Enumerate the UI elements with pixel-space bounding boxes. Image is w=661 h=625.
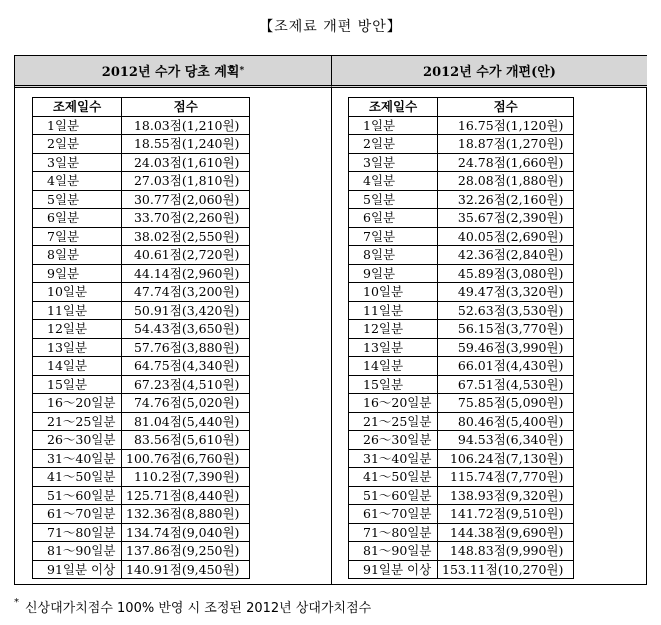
score-cell: 18.03점(1,210원) [122, 116, 250, 135]
score-cell: 144.38점(9,690원) [438, 523, 574, 542]
days-cell: 81～90일분 [33, 542, 122, 561]
table-row [33, 320, 250, 339]
left-header [15, 56, 331, 88]
score-cell: 54.43점(3,650원) [122, 320, 250, 339]
days-cell: 3일분 [33, 153, 122, 172]
days-cell: 1일분 [33, 116, 122, 135]
comparison-frame [14, 55, 647, 585]
score-cell: 56.15점(3,770원) [438, 320, 574, 339]
score-cell: 28.08점(1,880원) [438, 172, 574, 191]
days-cell: 14일분 [349, 357, 438, 376]
days-cell: 10일분 [349, 283, 438, 302]
left-score-table [32, 97, 250, 579]
table-row [33, 172, 250, 191]
days-cell: 13일분 [33, 338, 122, 357]
table-row [349, 209, 574, 228]
score-cell: 75.85점(5,090원) [438, 394, 574, 413]
score-cell: 18.55점(1,240원) [122, 135, 250, 154]
table-row [349, 523, 574, 542]
table-row [33, 542, 250, 561]
left-header-mark: * [239, 65, 245, 76]
table-row [349, 468, 574, 487]
days-cell: 2일분 [349, 135, 438, 154]
table-row [33, 338, 250, 357]
days-cell: 5일분 [33, 190, 122, 209]
score-cell: 45.89점(3,080원) [438, 264, 574, 283]
table-row [33, 412, 250, 431]
days-cell: 2일분 [33, 135, 122, 154]
days-cell: 41～50일분 [33, 468, 122, 487]
table-row [349, 542, 574, 561]
days-cell: 14일분 [33, 357, 122, 376]
table-row [349, 172, 574, 191]
days-cell: 15일분 [33, 375, 122, 394]
score-cell: 83.56점(5,610원) [122, 431, 250, 450]
days-cell: 13일분 [349, 338, 438, 357]
score-cell: 148.83점(9,990원) [438, 542, 574, 561]
score-cell: 42.36점(2,840원) [438, 246, 574, 265]
score-cell: 32.26점(2,160원) [438, 190, 574, 209]
table-row [349, 394, 574, 413]
table-row [33, 209, 250, 228]
table-row [33, 468, 250, 487]
days-cell: 9일분 [349, 264, 438, 283]
days-cell: 26～30일분 [349, 431, 438, 450]
right-header-label: 2012년 수가 개편(안) [423, 65, 556, 80]
table-row [349, 449, 574, 468]
score-cell: 24.03점(1,610원) [122, 153, 250, 172]
score-cell: 106.24점(7,130원) [438, 449, 574, 468]
score-cell: 115.74점(7,770원) [438, 468, 574, 487]
table-row [349, 264, 574, 283]
days-cell: 1일분 [349, 116, 438, 135]
days-cell: 8일분 [349, 246, 438, 265]
score-cell: 59.46점(3,990원) [438, 338, 574, 357]
table-row [33, 190, 250, 209]
right-table-header-row [349, 98, 574, 117]
score-cell: 64.75점(4,340원) [122, 357, 250, 376]
days-cell: 21～25일분 [349, 412, 438, 431]
table-row [349, 227, 574, 246]
table-row [349, 301, 574, 320]
days-cell: 7일분 [349, 227, 438, 246]
days-cell: 4일분 [33, 172, 122, 191]
days-cell: 21～25일분 [33, 412, 122, 431]
days-cell: 5일분 [349, 190, 438, 209]
days-cell: 51～60일분 [349, 486, 438, 505]
table-row [33, 560, 250, 579]
table-row [349, 357, 574, 376]
score-cell: 16.75점(1,120원) [438, 116, 574, 135]
score-cell: 81.04점(5,440원) [122, 412, 250, 431]
left-col-score: 점수 [122, 98, 250, 117]
table-row [349, 116, 574, 135]
days-cell: 71～80일분 [33, 523, 122, 542]
days-cell: 15일분 [349, 375, 438, 394]
days-cell: 11일분 [33, 301, 122, 320]
score-cell: 57.76점(3,880원) [122, 338, 250, 357]
score-cell: 100.76점(6,760원) [122, 449, 250, 468]
right-col-score: 점수 [438, 98, 574, 117]
score-cell: 140.91점(9,450원) [122, 560, 250, 579]
table-row [33, 394, 250, 413]
table-row [33, 523, 250, 542]
table-row [33, 283, 250, 302]
footnote [14, 597, 371, 616]
score-cell: 49.47점(3,320원) [438, 283, 574, 302]
table-row [33, 431, 250, 450]
score-cell: 66.01점(4,430원) [438, 357, 574, 376]
days-cell: 16～20일분 [33, 394, 122, 413]
score-cell: 80.46점(5,400원) [438, 412, 574, 431]
score-cell: 47.74점(3,200원) [122, 283, 250, 302]
left-col-days: 조제일수 [33, 98, 122, 117]
table-row [349, 135, 574, 154]
days-cell: 51～60일분 [33, 486, 122, 505]
table-row [33, 135, 250, 154]
score-cell: 44.14점(2,960원) [122, 264, 250, 283]
score-cell: 18.87점(1,270원) [438, 135, 574, 154]
table-row [349, 412, 574, 431]
table-row [33, 301, 250, 320]
days-cell: 10일분 [33, 283, 122, 302]
right-col-days: 조제일수 [349, 98, 438, 117]
table-row [349, 375, 574, 394]
days-cell: 6일분 [33, 209, 122, 228]
score-cell: 134.74점(9,040원) [122, 523, 250, 542]
score-cell: 110.2점(7,390원) [122, 468, 250, 487]
score-cell: 50.91점(3,420원) [122, 301, 250, 320]
score-cell: 30.77점(2,060원) [122, 190, 250, 209]
table-row [33, 116, 250, 135]
score-cell: 40.61점(2,720원) [122, 246, 250, 265]
right-score-table [348, 97, 574, 579]
days-cell: 61～70일분 [33, 505, 122, 524]
days-cell: 7일분 [33, 227, 122, 246]
days-cell: 3일분 [349, 153, 438, 172]
days-cell: 31～40일분 [33, 449, 122, 468]
days-cell: 61～70일분 [349, 505, 438, 524]
score-cell: 24.78점(1,660원) [438, 153, 574, 172]
days-cell: 6일분 [349, 209, 438, 228]
days-cell: 91일분 이상 [349, 560, 438, 579]
days-cell: 31～40일분 [349, 449, 438, 468]
days-cell: 91일분 이상 [33, 560, 122, 579]
footnote-text: 신상대가치점수 100% 반영 시 조정된 2012년 상대가치점수 [25, 601, 372, 616]
days-cell: 11일분 [349, 301, 438, 320]
days-cell: 41～50일분 [349, 468, 438, 487]
days-cell: 81～90일분 [349, 542, 438, 561]
score-cell: 153.11점(10,270원) [438, 560, 574, 579]
score-cell: 35.67점(2,390원) [438, 209, 574, 228]
score-cell: 74.76점(5,020원) [122, 394, 250, 413]
score-cell: 125.71점(8,440원) [122, 486, 250, 505]
table-row [33, 246, 250, 265]
days-cell: 12일분 [33, 320, 122, 339]
days-cell: 12일분 [349, 320, 438, 339]
right-header [331, 56, 647, 88]
score-cell: 40.05점(2,690원) [438, 227, 574, 246]
left-header-label: 2012년 수가 당초 계획 [101, 65, 240, 80]
score-cell: 138.93점(9,320원) [438, 486, 574, 505]
days-cell: 8일분 [33, 246, 122, 265]
table-row [349, 283, 574, 302]
score-cell: 27.03점(1,810원) [122, 172, 250, 191]
score-cell: 52.63점(3,530원) [438, 301, 574, 320]
table-row [349, 190, 574, 209]
days-cell: 4일분 [349, 172, 438, 191]
days-cell: 9일분 [33, 264, 122, 283]
table-row [33, 153, 250, 172]
score-cell: 132.36점(8,880원) [122, 505, 250, 524]
table-row [33, 486, 250, 505]
table-row [349, 431, 574, 450]
table-row [33, 449, 250, 468]
table-row [349, 320, 574, 339]
table-row [33, 357, 250, 376]
score-cell: 94.53점(6,340원) [438, 431, 574, 450]
days-cell: 16～20일분 [349, 394, 438, 413]
footnote-mark: * [14, 597, 19, 608]
table-row [33, 264, 250, 283]
score-cell: 38.02점(2,550원) [122, 227, 250, 246]
table-row [349, 153, 574, 172]
score-cell: 33.70점(2,260원) [122, 209, 250, 228]
table-row [33, 375, 250, 394]
table-row [349, 338, 574, 357]
score-cell: 67.51점(4,530원) [438, 375, 574, 394]
table-row [349, 505, 574, 524]
document-title: 【조제료 개편 방안】 [259, 19, 402, 35]
score-cell: 137.86점(9,250원) [122, 542, 250, 561]
table-row [33, 227, 250, 246]
days-cell: 71～80일분 [349, 523, 438, 542]
days-cell: 26～30일분 [33, 431, 122, 450]
left-table-header-row [33, 98, 250, 117]
table-row [349, 486, 574, 505]
score-cell: 141.72점(9,510원) [438, 505, 574, 524]
table-row [33, 505, 250, 524]
table-row [349, 560, 574, 579]
table-row [349, 246, 574, 265]
score-cell: 67.23점(4,510원) [122, 375, 250, 394]
column-divider [331, 88, 332, 584]
